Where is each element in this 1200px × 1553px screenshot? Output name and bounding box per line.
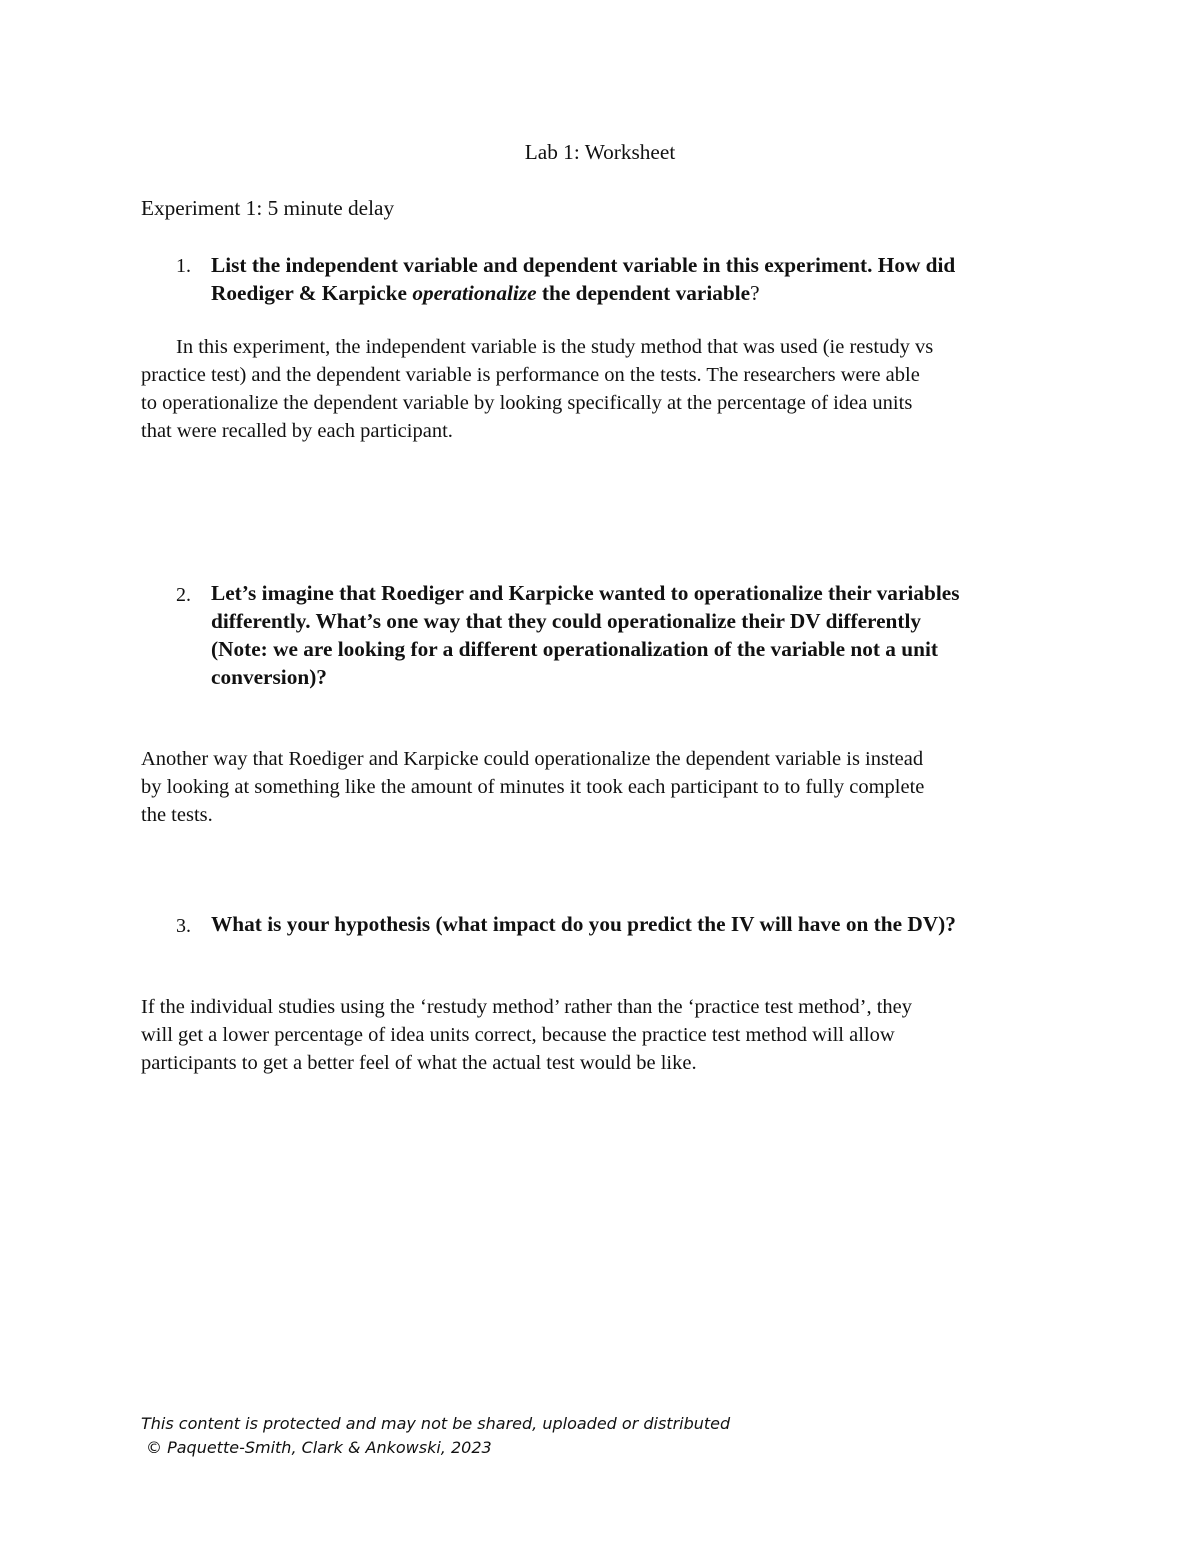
- answer-3-line-3: participants to get a better feel of what the actual test would be like.: [141, 1052, 697, 1074]
- question-2-number: 2.: [176, 584, 191, 606]
- answer-1-line-1: In this experiment, the independent variable is the study method that was used (ie restudy vs: [176, 336, 934, 358]
- answer-3: [141, 993, 912, 1077]
- answer-2-line-2: by looking at something like the amount of minutes it took each participant to to fully complete: [141, 776, 925, 798]
- answer-3-line-2: will get a lower percentage of idea units correct, because the practice test method will allow: [141, 1024, 895, 1046]
- question-1-number: 1.: [176, 255, 191, 277]
- answer-1: [141, 333, 933, 445]
- question-2-line-1: Let’s imagine that Roediger and Karpicke wanted to operationalize their variables: [211, 581, 960, 605]
- experiment-heading: Experiment 1: 5 minute delay: [141, 196, 395, 220]
- question-1-emphasis: operationalize: [412, 281, 537, 305]
- answer-2: [141, 745, 924, 829]
- answer-1-line-3: to operationalize the dependent variable by looking specifically at the percentage of idea units: [141, 392, 913, 414]
- question-1-line-1: List the independent variable and dependent variable in this experiment. How did: [211, 253, 956, 277]
- question-2-line-3: (Note: we are looking for a different operationalization of the variable not a unit: [211, 637, 938, 661]
- question-2-line-2: differently. What’s one way that they could operationalize their DV differently: [211, 609, 922, 633]
- question-2-text: [211, 579, 959, 691]
- answer-1-line-4: that were recalled by each participant.: [141, 420, 453, 442]
- footer-copyright: © Paquette-Smith, Clark & Ankowski, 2023: [146, 1438, 492, 1457]
- question-1-text: [211, 251, 955, 307]
- question-3-text: [211, 910, 956, 938]
- page-title: Lab 1: Worksheet: [524, 140, 676, 164]
- answer-2-line-3: the tests.: [141, 804, 213, 826]
- answer-3-line-1: If the individual studies using the ‘restudy method’ rather than the ‘practice test method’, they: [141, 996, 912, 1018]
- footer-notice: This content is protected and may not be shared, uploaded or distributed: [141, 1414, 731, 1433]
- answer-2-line-1: Another way that Roediger and Karpicke could operationalize the dependent variable is instead: [141, 748, 924, 770]
- copyright-footer: [141, 1412, 730, 1460]
- question-3-line-1: What is your hypothesis (what impact do you predict the IV will have on the DV)?: [211, 912, 956, 936]
- answer-1-line-2: practice test) and the dependent variable is performance on the tests. The researchers were able: [141, 364, 920, 386]
- question-1-line-2-part-1: Roediger & Karpicke: [211, 281, 413, 305]
- question-2-line-4: conversion)?: [211, 665, 327, 689]
- question-1-line-2: [211, 279, 955, 307]
- question-3-number: 3.: [176, 915, 191, 937]
- question-1-question-mark: ?: [750, 281, 760, 305]
- question-1-line-2-part-3: the dependent variable: [536, 281, 751, 305]
